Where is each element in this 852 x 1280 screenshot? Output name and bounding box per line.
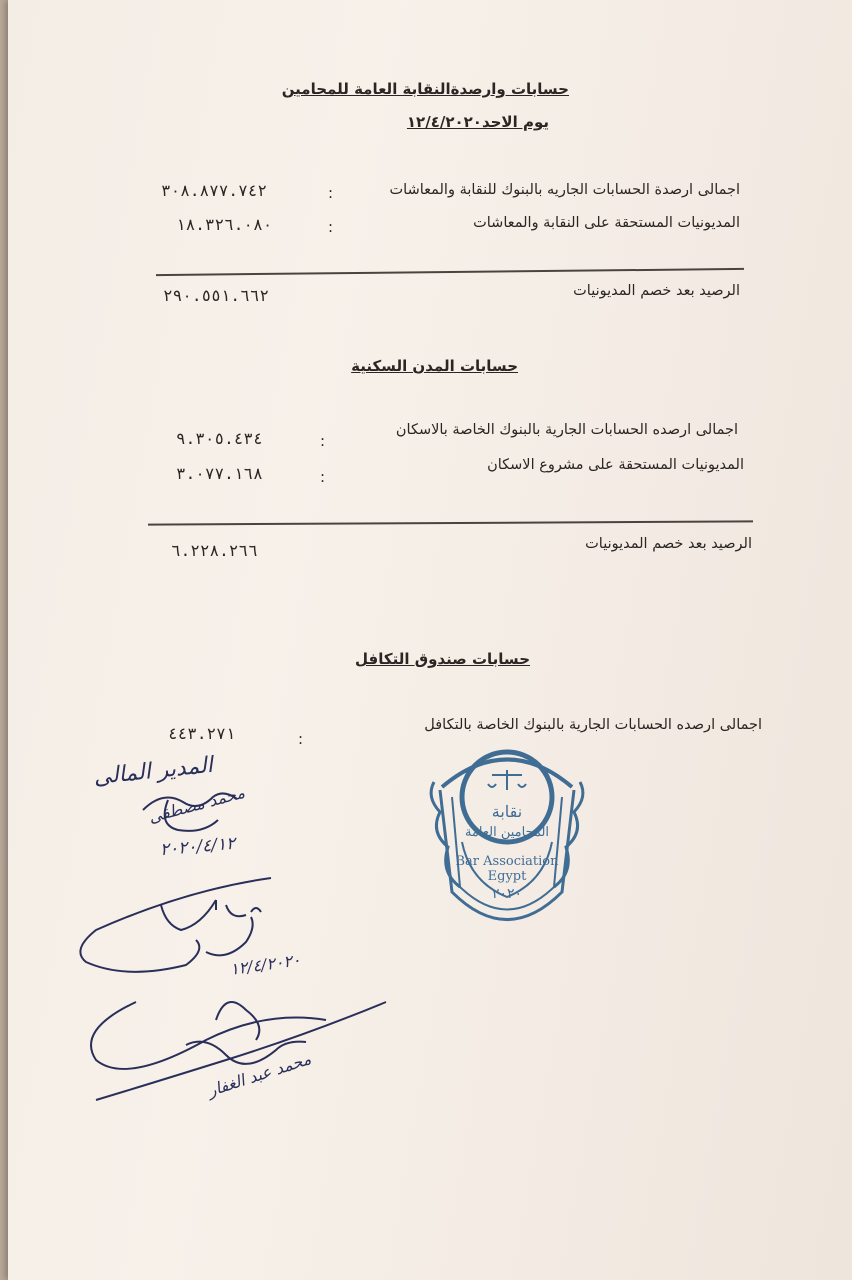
stamp-arabic-line1: نقابة: [491, 802, 523, 821]
signature-1-name: محمد مصطفى: [146, 782, 247, 827]
colon-separator: :: [328, 218, 334, 236]
stamp-arabic-line2: المحامين العامة: [464, 825, 550, 840]
stamp-english-line2: Egypt: [487, 869, 527, 884]
housing-debts-label: المديونيات المستحقة على مشروع الاسكان: [487, 457, 744, 473]
document-page: [8, 0, 852, 1280]
union-bank-balance-value: ٣٠٨.٨٧٧.٧٤٢: [161, 181, 267, 200]
union-bank-balance-label: اجمالى ارصدة الحسابات الجاريه بالبنوك للنقابة والمعاشات: [389, 182, 740, 198]
solidarity-bank-balance-label: اجمالى ارصده الحسابات الجارية بالبنوك الخاصة بالتكافل: [424, 717, 762, 733]
divider-line: [156, 268, 744, 276]
stamp-year: ٢٠٢٠: [491, 886, 523, 902]
divider-line: [148, 520, 753, 525]
housing-section-title: حسابات المدن السكنية: [351, 357, 518, 375]
solidarity-bank-balance-value: ٤٤٣.٢٧١: [168, 724, 236, 743]
union-net-balance-value: ٢٩٠.٥٥١.٦٦٢: [163, 286, 269, 305]
colon-separator: :: [320, 432, 326, 450]
solidarity-section-title: حسابات صندوق التكافل: [355, 650, 530, 668]
colon-separator: :: [320, 468, 326, 486]
signature-1-title: المدير المالى: [92, 752, 214, 791]
union-net-balance-label: الرصيد بعد خصم المديونيات: [573, 283, 740, 299]
union-debts-value: ١٨.٣٢٦.٠٨٠: [176, 215, 273, 234]
stamp-english-line1: Bar Association: [455, 854, 559, 869]
signature-3-name: محمد عبد الغفار: [205, 1049, 314, 1101]
bar-association-stamp: [422, 742, 592, 937]
housing-bank-balance-label: اجمالى ارصده الحسابات الجارية بالبنوك الخاصة بالاسكان: [395, 422, 738, 438]
housing-net-balance-label: الرصيد بعد خصم المديونيات: [585, 536, 752, 552]
colon-separator: :: [298, 730, 304, 748]
signature-block-1: [48, 740, 268, 870]
colon-separator: :: [328, 184, 334, 202]
signature-1-date: ٢٠٢٠/٤/١٢: [159, 833, 236, 861]
document-date: يوم الاحد١٢/٤/٢٠٢٠: [406, 113, 549, 131]
housing-bank-balance-value: ٩.٣٠٥.٤٣٤: [176, 429, 263, 448]
document-title: حسابات وارصدةالنقابة العامة للمحامين: [281, 80, 569, 98]
signature-block-2: [66, 870, 406, 1120]
housing-net-balance-value: ٦.٢٢٨.٢٦٦: [171, 541, 258, 560]
union-debts-label: المديونيات المستحقة على النقابة والمعاشات: [473, 215, 740, 231]
housing-debts-value: ٣.٠٧٧.١٦٨: [176, 464, 263, 483]
signature-2-date: ١٢/٤/٢٠٢٠: [228, 950, 302, 979]
